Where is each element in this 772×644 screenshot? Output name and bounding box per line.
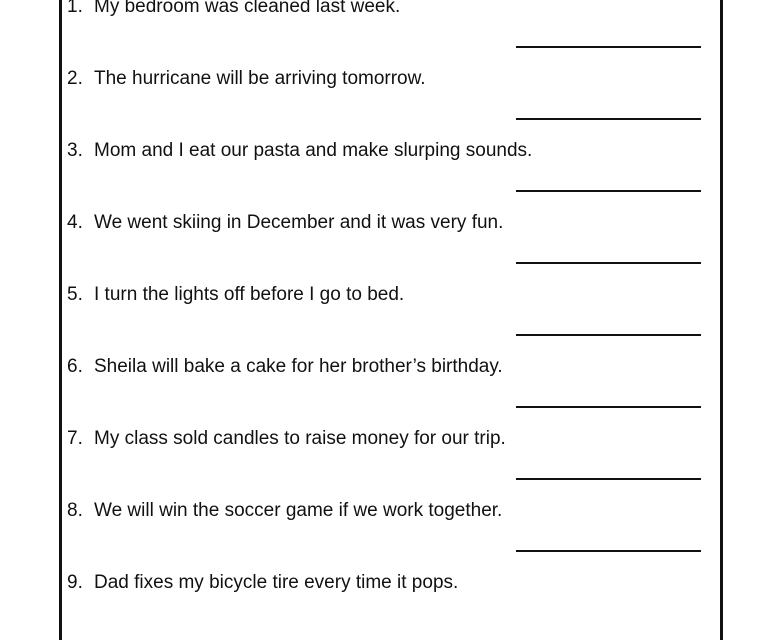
answer-line[interactable] <box>516 478 701 480</box>
question-number: 6. <box>67 356 83 377</box>
answer-line[interactable] <box>516 46 701 48</box>
question-item <box>0 572 772 644</box>
question-item <box>0 68 772 140</box>
answer-line[interactable] <box>516 406 701 408</box>
question-number: 4. <box>67 212 83 233</box>
question-number: 5. <box>67 284 83 305</box>
question-text: We will win the soccer game if we work together. <box>94 500 503 521</box>
answer-line[interactable] <box>516 118 701 120</box>
question-number: 9. <box>67 572 83 593</box>
question-text: We went skiing in December and it was very fun. <box>94 212 504 233</box>
question-text: Mom and I eat our pasta and make slurping sounds. <box>94 140 533 161</box>
question-text: Dad fixes my bicycle tire every time it pops. <box>94 572 459 593</box>
answer-line[interactable] <box>516 262 701 264</box>
question-item <box>0 0 772 68</box>
answer-line[interactable] <box>516 334 701 336</box>
question-item <box>0 284 772 356</box>
question-number: 7. <box>67 428 83 449</box>
question-text: My bedroom was cleaned last week. <box>94 0 401 17</box>
question-item <box>0 356 772 428</box>
question-number: 1. <box>67 0 83 17</box>
question-text: The hurricane will be arriving tomorrow. <box>94 68 426 89</box>
question-number: 8. <box>67 500 83 521</box>
answer-line[interactable] <box>516 190 701 192</box>
question-item <box>0 212 772 284</box>
question-item <box>0 428 772 500</box>
answer-line[interactable] <box>516 550 701 552</box>
question-text: I turn the lights off before I go to bed. <box>94 284 405 305</box>
question-item <box>0 140 772 212</box>
question-text: Sheila will bake a cake for her brother’s birthday. <box>94 356 503 377</box>
question-item <box>0 500 772 572</box>
question-number: 2. <box>67 68 83 89</box>
question-text: My class sold candles to raise money for our trip. <box>94 428 506 449</box>
question-number: 3. <box>67 140 83 161</box>
